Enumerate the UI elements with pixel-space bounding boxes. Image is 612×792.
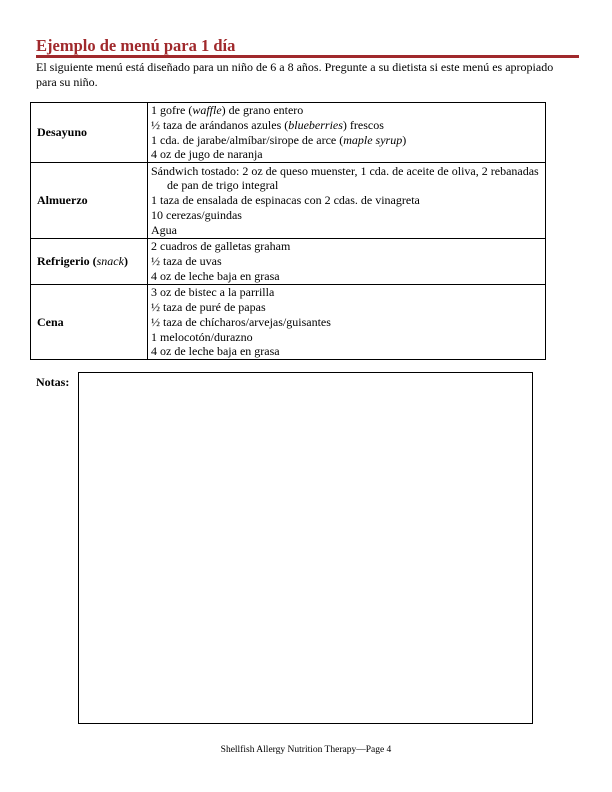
table-row bbox=[31, 285, 546, 360]
table-row bbox=[31, 239, 546, 285]
food-list-snack bbox=[148, 239, 546, 285]
food-item: 4 oz de jugo de naranja bbox=[151, 147, 263, 162]
food-list-lunch bbox=[148, 163, 546, 239]
food-list-breakfast bbox=[148, 103, 546, 163]
meal-label-snack: Refrigerio (snack) bbox=[31, 239, 148, 285]
food-item: 1 taza de ensalada de espinacas con 2 cdas. de vinagreta bbox=[151, 193, 420, 208]
food-item: Sándwich tostado: 2 oz de queso muenster, 1 cda. de aceite de oliva, 2 rebanadas de pan de trigo integral bbox=[151, 163, 539, 193]
food-item: 1 cda. de jarabe/almíbar/sirope de arce (maple syrup) bbox=[151, 132, 407, 147]
page-title: Ejemplo de menú para 1 día bbox=[36, 36, 236, 55]
meal-label-lunch: Almuerzo bbox=[31, 163, 148, 239]
food-item: 4 oz de leche baja en grasa bbox=[151, 344, 280, 359]
intro-text: El siguiente menú está diseñado para un niño de 6 a 8 años. Pregunte a su dietista si este menú es apropiado para su niño. bbox=[36, 60, 554, 89]
title-divider bbox=[36, 55, 579, 58]
menu-table bbox=[30, 102, 546, 360]
food-item: 10 cerezas/guindas bbox=[151, 208, 242, 223]
food-item: ½ taza de puré de papas bbox=[151, 299, 266, 314]
food-item: 2 cuadros de galletas graham bbox=[151, 239, 291, 254]
meal-label-breakfast: Desayuno bbox=[31, 103, 148, 163]
food-item: ½ taza de arándanos azules (blueberries) frescos bbox=[151, 117, 384, 132]
table-row bbox=[31, 163, 546, 239]
food-item: 3 oz de bistec a la parrilla bbox=[151, 285, 275, 300]
food-item: Agua bbox=[151, 222, 177, 237]
food-item: ½ taza de chícharos/arvejas/guisantes bbox=[151, 314, 331, 329]
food-item: ½ taza de uvas bbox=[151, 254, 222, 269]
food-list-dinner bbox=[148, 285, 546, 360]
table-row bbox=[31, 103, 546, 163]
food-item: 4 oz de leche baja en grasa bbox=[151, 269, 280, 284]
food-item: 1 gofre (waffle) de grano entero bbox=[151, 103, 304, 117]
notes-box[interactable] bbox=[78, 372, 533, 724]
page-footer: Shellfish Allergy Nutrition Therapy—Page 4 bbox=[220, 745, 392, 755]
notes-label: Notas: bbox=[36, 375, 70, 389]
meal-label-dinner: Cena bbox=[31, 285, 148, 360]
food-item: 1 melocotón/durazno bbox=[151, 329, 253, 344]
